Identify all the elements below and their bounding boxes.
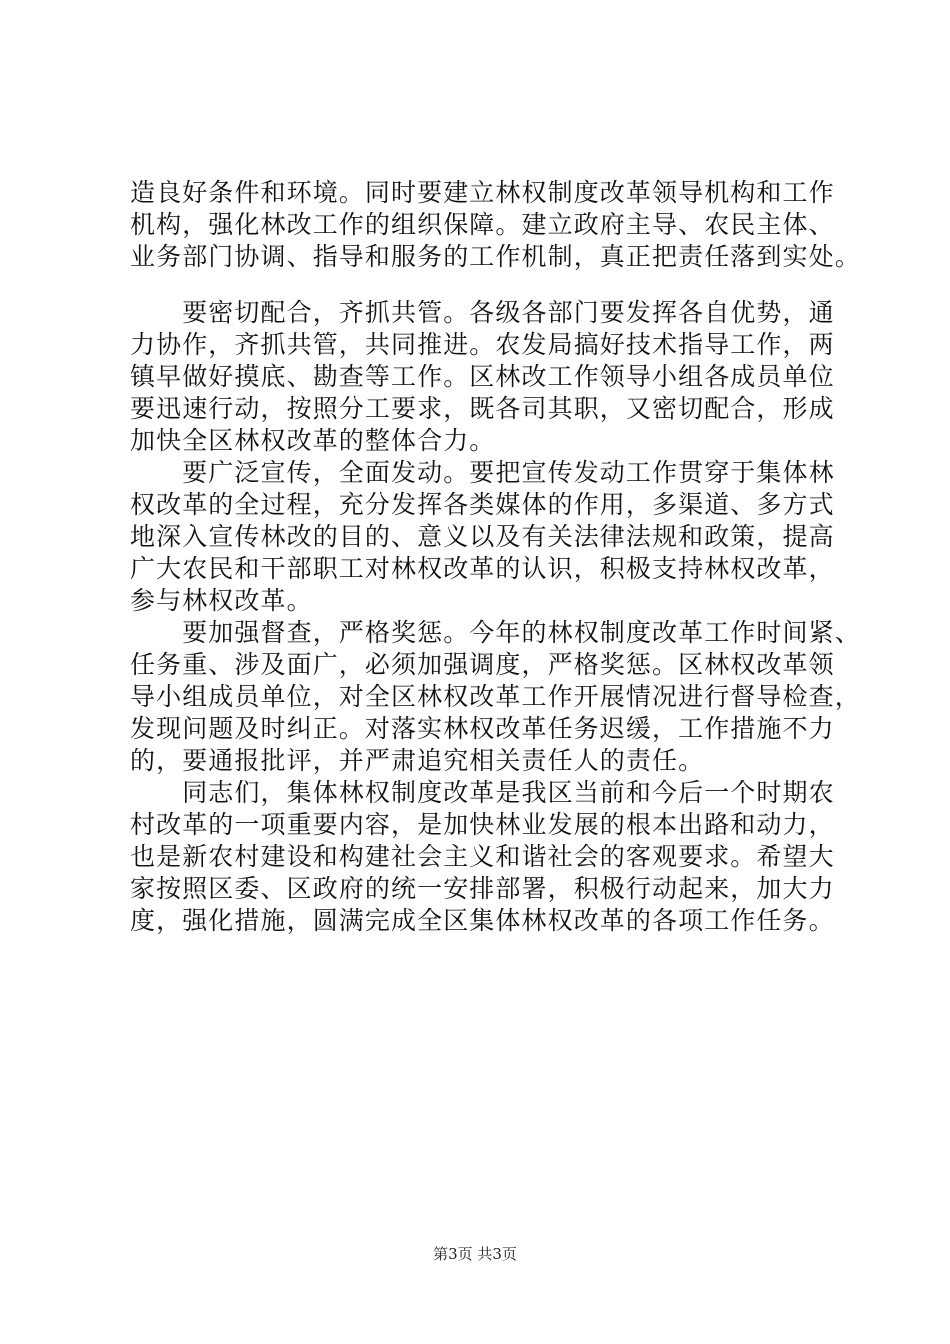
text-line: 任务重、涉及面广，必须加强调度，严格奖惩。区林权改革领	[130, 650, 835, 679]
text-line: 的，要通报批评，并严肃追究相关责任人的责任。	[130, 746, 705, 775]
text-line: 家按照区委、区政府的统一安排部署，积极行动起来，加大力	[130, 874, 835, 903]
text-line: 度，强化措施，圆满完成全区集体林权改革的各项工作任务。	[130, 906, 835, 935]
page-number-footer: 第3页 共3页	[433, 1245, 517, 1263]
text-line: 导小组成员单位，对全区林权改革工作开展情况进行督导检查，	[130, 682, 861, 711]
text-line: 参与林权改革。	[130, 586, 313, 615]
text-line: 权改革的全过程，充分发挥各类媒体的作用，多渠道、多方式	[130, 490, 835, 519]
text-line: 要迅速行动，按照分工要求，既各司其职，又密切配合，形成	[130, 394, 835, 423]
text-line: 力协作，齐抓共管，共同推进。农发局搞好技术指导工作，两	[130, 330, 835, 359]
text-line: 也是新农村建设和构建社会主义和谐社会的客观要求。希望大	[130, 842, 835, 871]
text-line: 要广泛宣传，全面发动。要把宣传发动工作贯穿于集体林	[130, 458, 835, 487]
text-line: 广大农民和干部职工对林权改革的认识，积极支持林权改革，	[130, 554, 835, 583]
text-line: 要密切配合，齐抓共管。各级各部门要发挥各自优势，通	[130, 298, 835, 327]
text-line: 同志们，集体林权制度改革是我区当前和今后一个时期农	[130, 778, 835, 807]
text-line: 村改革的一项重要内容，是加快林业发展的根本出路和动力，	[130, 810, 835, 839]
text-line: 业务部门协调、指导和服务的工作机制，真正把责任落到实处。	[130, 242, 861, 271]
text-line: 镇早做好摸底、勘查等工作。区林改工作领导小组各成员单位	[130, 362, 835, 391]
text-line: 地深入宣传林改的目的、意义以及有关法律法规和政策，提高	[130, 522, 835, 551]
text-line: 机构，强化林改工作的组织保障。建立政府主导、农民主体、	[130, 210, 835, 239]
text-line: 造良好条件和环境。同时要建立林权制度改革领导机构和工作	[130, 178, 835, 207]
text-line: 加快全区林权改革的整体合力。	[130, 426, 496, 455]
text-line: 要加强督查，严格奖惩。今年的林权制度改革工作时间紧、	[130, 618, 861, 647]
text-line: 发现问题及时纠正。对落实林权改革任务迟缓，工作措施不力	[130, 714, 835, 743]
